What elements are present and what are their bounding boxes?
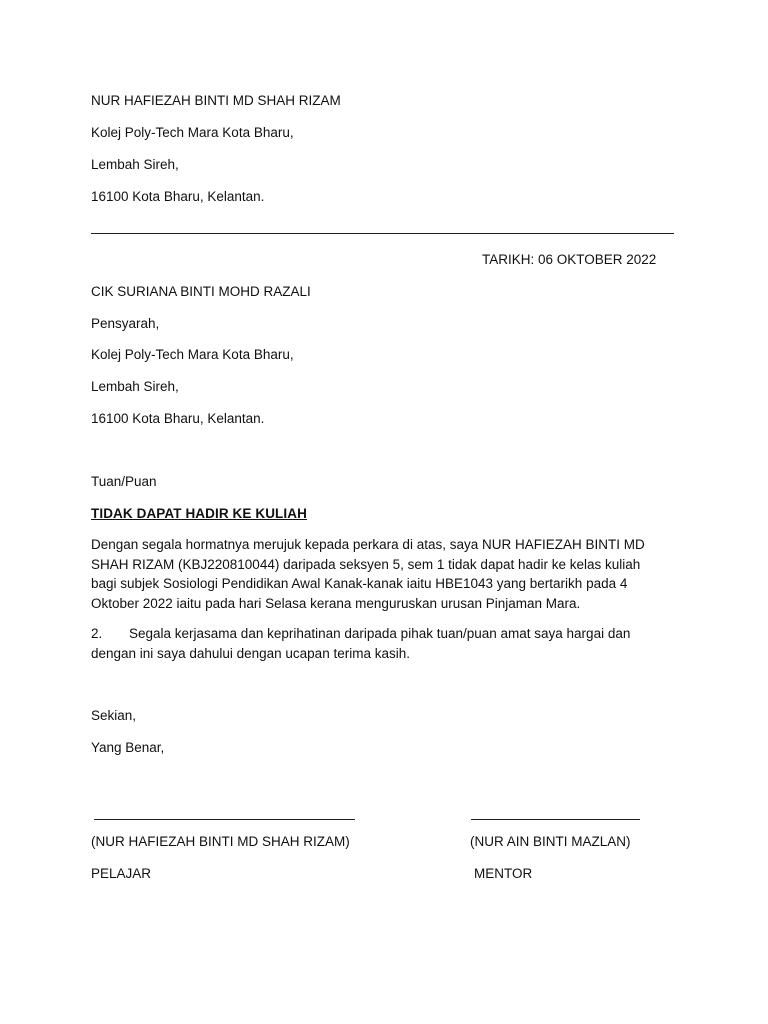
sender-address-line2: Lembah Sireh, — [91, 157, 179, 172]
sender-address-line1: Kolej Poly-Tech Mara Kota Bharu, — [91, 125, 294, 140]
student-role: PELAJAR — [91, 866, 152, 881]
mentor-role: MENTOR — [474, 866, 533, 881]
body-paragraph-2-text: Segala kerjasama dan keprihatinan daripada pihak tuan/puan amat saya hargai dan dengan ini saya dahului dengan ucapan terima kasih. — [91, 626, 631, 661]
letter-date: TARIKH: 06 OKTOBER 2022 — [482, 252, 657, 267]
sender-address-line3: 16100 Kota Bharu, Kelantan. — [91, 189, 265, 204]
recipient-name: CIK SURIANA BINTI MOHD RAZALI — [91, 284, 311, 299]
body-paragraph-2 — [91, 624, 661, 663]
student-signature-line — [94, 819, 355, 820]
mentor-signature-line — [471, 819, 640, 820]
closing-yang-benar: Yang Benar, — [91, 740, 165, 755]
sender-name: NUR HAFIEZAH BINTI MD SHAH RIZAM — [91, 93, 341, 108]
recipient-address-line1: Kolej Poly-Tech Mara Kota Bharu, — [91, 347, 294, 362]
recipient-address-line2: Lembah Sireh, — [91, 379, 179, 394]
student-name: (NUR HAFIEZAH BINTI MD SHAH RIZAM) — [91, 834, 350, 849]
mentor-name: (NUR AIN BINTI MAZLAN) — [470, 834, 631, 849]
closing-sekian: Sekian, — [91, 708, 137, 723]
salutation: Tuan/Puan — [91, 474, 157, 489]
letter-subject: TIDAK DAPAT HADIR KE KULIAH — [91, 506, 307, 521]
header-divider — [91, 233, 674, 234]
paragraph-number: 2. — [91, 626, 103, 641]
recipient-title: Pensyarah, — [91, 316, 160, 331]
recipient-address-line3: 16100 Kota Bharu, Kelantan. — [91, 411, 265, 426]
body-paragraph-1: Dengan segala hormatnya merujuk kepada perkara di atas, saya NUR HAFIEZAH BINTI MD SHAH RIZAM (KBJ220810044) daripada seksyen 5, sem 1 tidak dapat hadir ke kelas kuliah bagi subjek Sosiologi Pendidikan Awal Kanak-kanak iaitu HBE1043 yang bertarikh pada 4 Oktober 2022 iaitu pada hari Selasa kerana menguruskan urusan Pinjaman Mara. — [91, 537, 645, 611]
